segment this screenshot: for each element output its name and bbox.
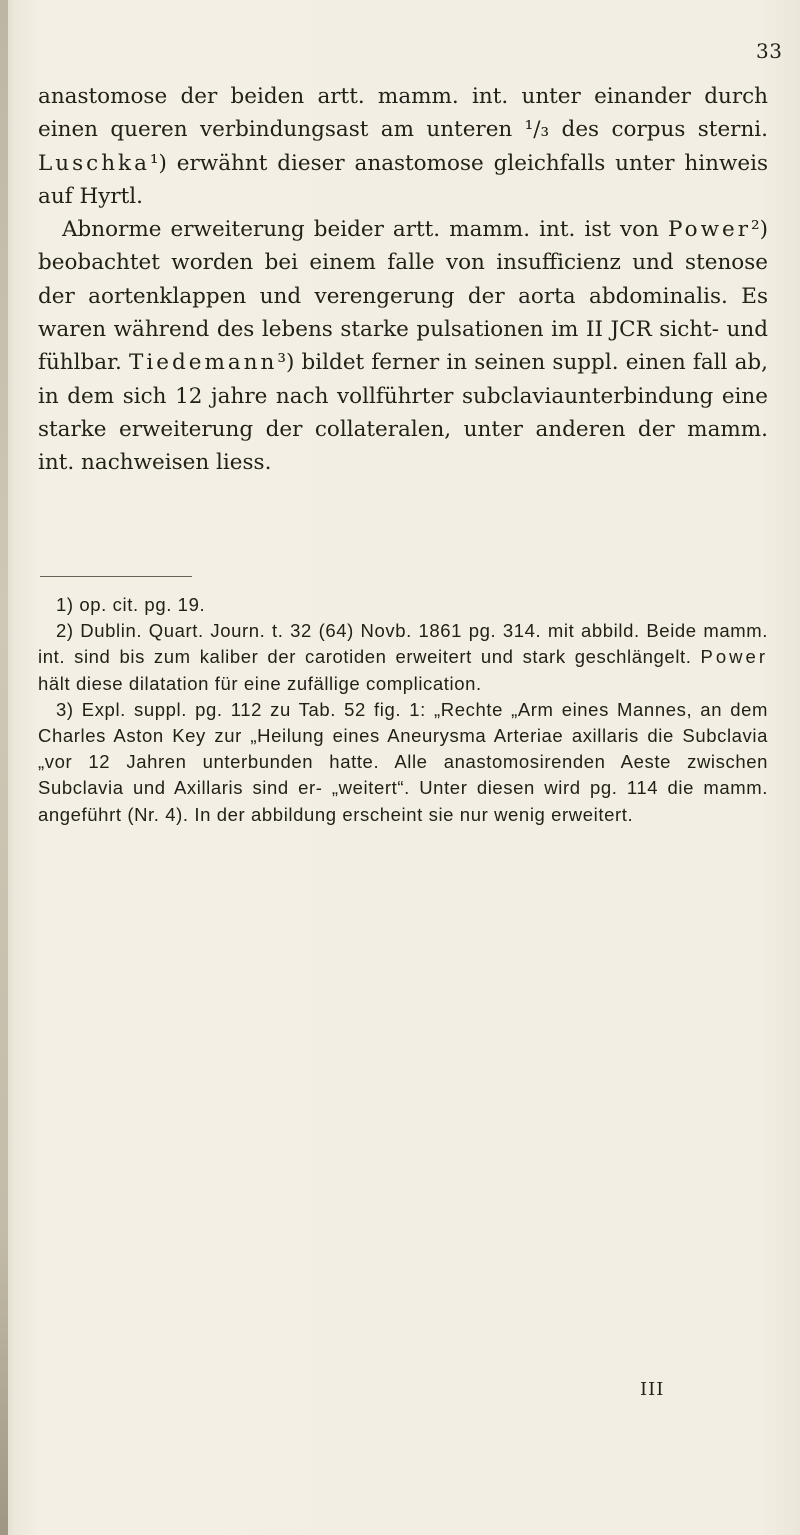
footnote-2-author-power: Power bbox=[700, 646, 768, 668]
paragraph-1-text-c: erwähnt dieser anastomose gleichfalls unter hinweis auf Hyrtl. bbox=[38, 150, 768, 209]
paragraph-2-text-b: beobachtet worden bei einem falle von insufficienz und stenose der aortenklappen und verengerung der aorta abdominalis. Es waren während des lebens starke pulsationen im II JCR sicht- und fühlbar. bbox=[38, 250, 768, 376]
footnotes bbox=[38, 592, 768, 828]
paragraph-2-text-c: bildet ferner in seinen suppl. einen fall ab, in dem sich 12 jahre nach vollführter subclaviaunterbindung eine starke erweiterung der collateralen, unter anderen der mamm. int. nachweisen liess. bbox=[38, 350, 768, 476]
footnote-2-text-b: hält diese dilatation für eine zufällige complication. bbox=[38, 672, 482, 694]
footnote-3: 3) Expl. suppl. pg. 112 zu Tab. 52 fig. 1: „Rechte „Arm eines Mannes, an dem Charles Aston Key zur „Heilung eines Aneurysma Arteriae axillaris die Subclavia „vor 12 Jahren unterbunden hatte. Alle anastomosirenden Aeste zwischen Subclavia und Axillaris sind er- „weitert“. Unter diesen wird pg. 114 die mamm. angeführt (Nr. 4). In der abbildung erscheint sie nur wenig erweitert. bbox=[38, 698, 768, 825]
author-name-tiedemann: Tiedemann bbox=[129, 350, 278, 376]
paragraph-1-text-b: des corpus sterni. bbox=[549, 117, 768, 143]
page-number: 33 bbox=[756, 39, 783, 63]
paragraph-1-text-a: anastomose der beiden artt. mamm. int. unter einander durch einen queren verbindungsast am unteren bbox=[38, 84, 768, 143]
footnote-2 bbox=[38, 618, 768, 697]
paragraph-1 bbox=[38, 80, 768, 213]
paragraph-2-text-a: Abnorme erweiterung beider artt. mamm. int. ist von bbox=[62, 217, 669, 243]
footnote-ref-1: ¹) bbox=[149, 150, 167, 176]
main-text bbox=[38, 80, 768, 480]
footnote-1: 1) op. cit. pg. 19. bbox=[56, 594, 206, 615]
author-name-power: Power bbox=[668, 217, 751, 243]
fraction-one-third: ¹/₃ bbox=[524, 117, 550, 143]
footnote-separator bbox=[40, 576, 192, 577]
paragraph-2 bbox=[38, 213, 768, 479]
author-name-luschka: Luschka bbox=[38, 150, 150, 176]
page-gutter-shadow bbox=[0, 0, 8, 1535]
footnote-ref-2: ²) bbox=[750, 217, 768, 243]
footnote-2-text-a: 2) Dublin. Quart. Journ. t. 32 (64) Novb. 1861 pg. 314. mit abbild. Beide mamm. int. sind bis zum kaliber der carotiden erweitert und stark geschlängelt. bbox=[38, 620, 768, 668]
signature-mark: III bbox=[640, 1379, 665, 1400]
footnote-ref-3: ³) bbox=[277, 350, 295, 376]
